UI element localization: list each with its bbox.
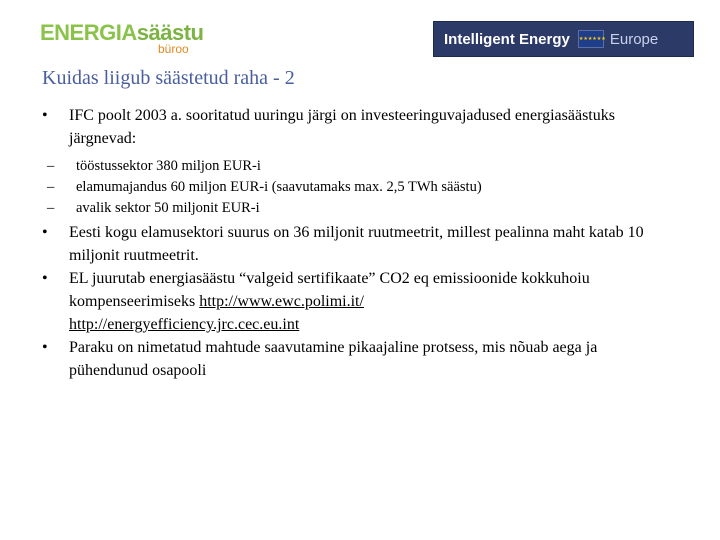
bullet-elamusektor bbox=[42, 221, 679, 267]
slide-title: Kuidas liigub säästetud raha - 2 bbox=[42, 67, 295, 89]
bullet-text: EL juurutab energiasäästu “valgeid sertifikaate” CO2 eq emissioonide kokkuhoiu kompenseerimiseks bbox=[69, 270, 590, 310]
bullet-text: Paraku on nimetatud mahtude saavutamine pikaajaline protsess, mis nõuab aega ja pühendunud osapooli bbox=[69, 339, 598, 379]
sub-list bbox=[0, 156, 720, 219]
energyefficiency-jrc-link[interactable]: http://energyefficiency.jrc.cec.eu.int bbox=[69, 316, 300, 333]
dash-icon: – bbox=[47, 179, 55, 195]
sub-text: elamumajandus 60 miljon EUR-i (saavutamaks max. 2,5 TWh säästu) bbox=[76, 179, 482, 195]
logo-subtitle: büroo bbox=[158, 42, 189, 56]
bullet-text: Eesti kogu elamusektori suurus on 36 miljonit ruutmeetrit, millest pealinna maht katab 10 miljonit ruutmeetrit. bbox=[69, 224, 644, 264]
slide-content bbox=[0, 104, 720, 382]
bullet-icon: • bbox=[42, 270, 48, 287]
energiasaastu-logo bbox=[40, 22, 210, 56]
sub-text: tööstussektor 380 miljon EUR-i bbox=[76, 158, 261, 174]
bullet-pikaajaline-protsess bbox=[42, 336, 679, 382]
ewc-polimi-link[interactable]: http://www.ewc.polimi.it/ bbox=[199, 293, 364, 310]
intelligent-energy-europe-logo bbox=[433, 21, 694, 57]
sub-text: avalik sektor 50 miljonit EUR-i bbox=[76, 200, 260, 216]
banner-europe: Europe bbox=[609, 30, 659, 48]
bullet-icon: • bbox=[42, 224, 48, 241]
eu-flag-icon bbox=[578, 30, 604, 48]
logo-wordmark bbox=[40, 22, 210, 44]
logo-energia: ENERGIA bbox=[40, 20, 137, 45]
bullet-ifc bbox=[42, 104, 679, 150]
dash-icon: – bbox=[47, 200, 55, 216]
bullet-icon: • bbox=[42, 339, 48, 356]
logo-saastu: säästu bbox=[136, 20, 204, 45]
bullet-text: IFC poolt 2003 a. sooritatud uuringu järgi on investeeringuvajadused energiasäästuks järgnevad: bbox=[69, 107, 615, 147]
sub-item bbox=[47, 156, 676, 177]
banner-intelligent-energy: Intelligent Energy bbox=[444, 30, 570, 48]
bullet-valged-sertifikaadid bbox=[42, 267, 679, 336]
dash-icon: – bbox=[47, 158, 55, 174]
eu-stars: ★★★★★★ bbox=[578, 36, 606, 42]
sub-item bbox=[47, 198, 676, 219]
bullet-icon: • bbox=[42, 107, 48, 124]
sub-item bbox=[47, 177, 676, 198]
